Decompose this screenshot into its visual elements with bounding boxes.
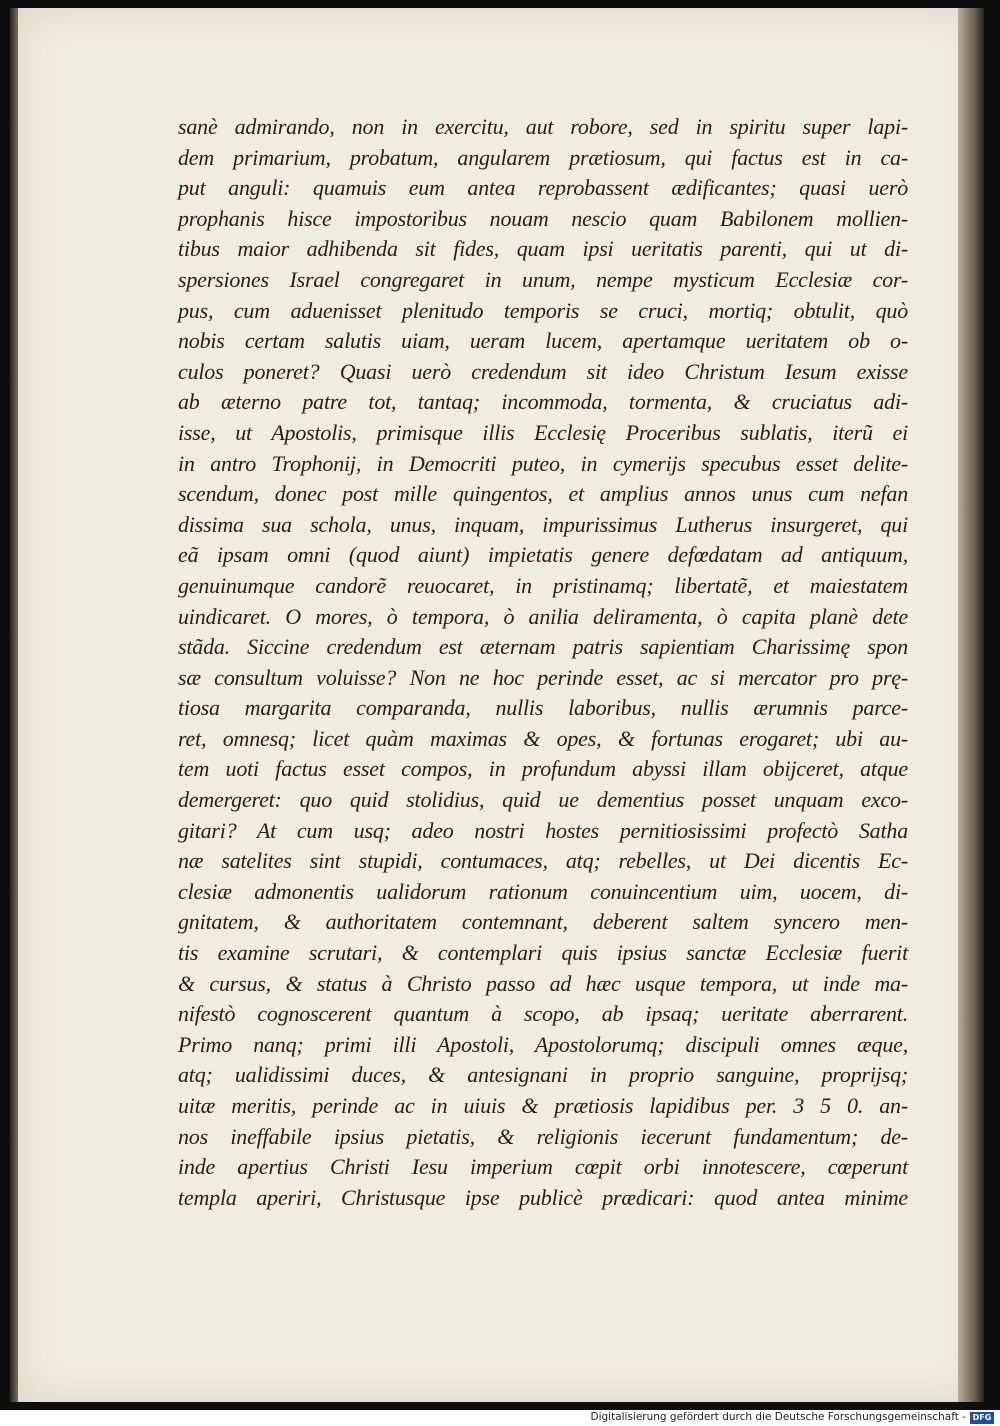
text-line: ab æterno patre tot, tantaq; incommoda, tormenta, & cruciatus adi- bbox=[178, 389, 908, 415]
text-line: in antro Trophonij, in Democriti puteo, in cymerijs specubus esset delite- bbox=[178, 450, 908, 476]
text-line: clesiæ admonentis ualidorum rationum conuincentium uim, uocem, di- bbox=[178, 878, 908, 904]
text-line: nobis certam salutis uiam, ueram lucem, apertamque ueritatem ob o- bbox=[178, 328, 908, 354]
text-line: gnitatem, & authoritatem contemnant, deberent saltem syncero men- bbox=[178, 909, 908, 935]
text-line: dissima sua schola, unus, inquam, impurissimus Lutherus insurgeret, qui bbox=[178, 511, 908, 537]
text-line: stãda. Siccine credendum est æternam patris sapientiam Charissimę spon bbox=[178, 634, 908, 660]
text-line: prophanis hisce impostoribus nouam nescio quam Babilonem mollien- bbox=[178, 205, 908, 231]
text-line: ret, omnesq; licet quàm maximas & opes, & fortunas erogaret; ubi au- bbox=[178, 725, 908, 751]
text-line: tiosa margarita comparanda, nullis laboribus, nullis ærumnis parce- bbox=[178, 695, 908, 721]
text-line: inde apertius Christi Iesu imperium cœpit orbi innotescere, cœperunt bbox=[178, 1154, 908, 1180]
text-line: demergeret: quo quid stolidius, quid ue dementius posset unquam exco- bbox=[178, 787, 908, 813]
text-line: culos poneret? Quasi uerò credendum sit ideo Christum Iesum exisse bbox=[178, 358, 908, 384]
funding-credit: Digitalisierung gefördert durch die Deutsche Forschungsgemeinschaft - bbox=[590, 1411, 966, 1423]
text-line: pus, cum aduenisset plenitudo temporis se cruci, mortiq; obtulit, quò bbox=[178, 297, 908, 323]
text-line: sanè admirando, non in exercitu, aut robore, sed in spiritu super lapi- bbox=[178, 114, 908, 139]
text-line: & cursus, & status à Christo passo ad hæc usque tempora, ut inde ma- bbox=[178, 970, 908, 996]
text-line: dem primarium, probatum, angularem prætiosum, qui factus est in ca- bbox=[178, 144, 908, 170]
text-line: næ satelites sint stupidi, contumaces, atq; rebelles, ut Dei dicentis Ec- bbox=[178, 848, 908, 874]
text-line: scendum, donec post mille quingentos, et amplius annos unus cum nefan bbox=[178, 481, 908, 507]
text-line: isse, ut Apostolis, primisque illis Ecclesię Proceribus sublatis, iterũ ei bbox=[178, 419, 908, 445]
text-line: Primo nanq; primi illi Apostoli, Apostolorumq; discipuli omnes æque, bbox=[178, 1031, 908, 1057]
text-line: uindicaret. O mores, ò tempora, ò anilia deliramenta, ò capita planè dete bbox=[178, 603, 908, 629]
text-line: gitari? At cum usq; adeo nostri hostes pernitiosissimi profectò Satha bbox=[178, 817, 908, 843]
text-line: sæ consultum voluisse? Non ne hoc perinde esset, ac si mercator pro prę- bbox=[178, 664, 908, 690]
text-line: nos ineffabile ipsius pietatis, & religionis iecerunt fundamentum; de- bbox=[178, 1123, 908, 1149]
page-right-edge bbox=[958, 8, 984, 1402]
text-line: genuinumque candorẽ reuocaret, in pristinamq; libertatẽ, et maiestatem bbox=[178, 572, 908, 598]
text-line: templa aperiri, Christusque ipse publicè prædicari: quod antea minime bbox=[178, 1184, 908, 1210]
text-line: eã ipsam omni (quod aiunt) impietatis genere defœdatam ad antiquum, bbox=[178, 542, 908, 568]
page-text-block bbox=[178, 112, 908, 1213]
dfg-logo-icon: DFG bbox=[970, 1412, 994, 1424]
text-line: tibus maior adhibenda sit fides, quam ipsi ueritatis parenti, qui ut di- bbox=[178, 236, 908, 262]
text-line: tem uoti factus esset compos, in profundum abyssi illam obijceret, atque bbox=[178, 756, 908, 782]
text-line: spersiones Israel congregaret in unum, nempe mysticum Ecclesiæ cor- bbox=[178, 266, 908, 292]
text-line: put anguli: quamuis eum antea reprobassent ædificantes; quasi uerò bbox=[178, 175, 908, 201]
text-line: nifestò cognoscerent quantum à scopo, ab ipsaq; ueritate aberrarent. bbox=[178, 1001, 908, 1027]
text-line: tis examine scrutari, & contemplari quis ipsius sanctæ Ecclesiæ fuerit bbox=[178, 940, 908, 966]
footer-bar bbox=[0, 1410, 1000, 1426]
text-line: uitæ meritis, perinde ac in uiuis & prætiosis lapidibus per. 3 5 0. an- bbox=[178, 1093, 908, 1118]
text-line: atq; ualidissimi duces, & antesignani in proprio sanguine, proprijsq; bbox=[178, 1062, 908, 1088]
